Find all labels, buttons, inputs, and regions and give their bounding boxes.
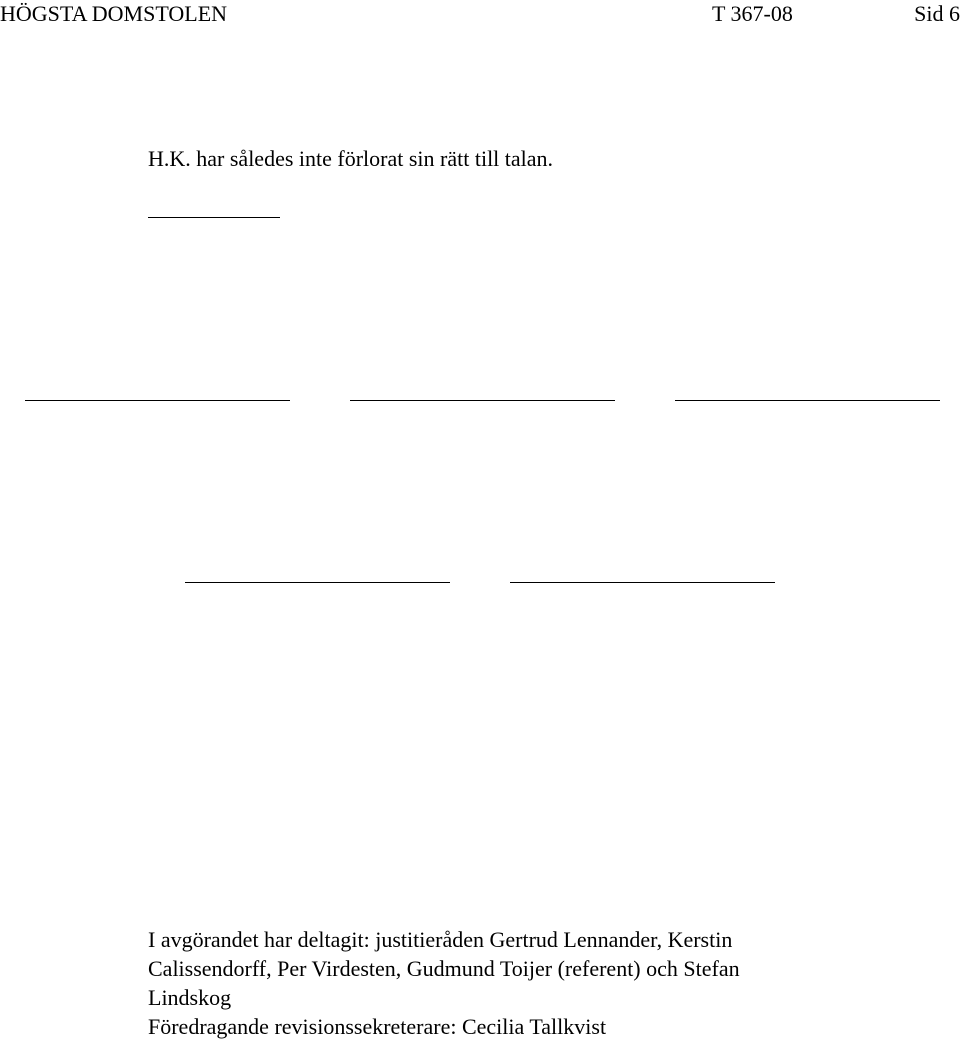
signature-line	[510, 582, 775, 583]
signature-line	[675, 400, 940, 401]
rapporteur-line: Föredragande revisionssekreterare: Cecilia Tallkvist	[148, 1014, 607, 1039]
participants-line: I avgörandet har deltagit: justitieråden Gertrud Lennander, Kerstin	[148, 927, 733, 952]
page-number: Sid 6	[914, 1, 960, 26]
court-name: HÖGSTA DOMSTOLEN	[0, 1, 228, 26]
signature-line	[350, 400, 615, 401]
signature-line	[25, 400, 290, 401]
participants-line: Calissendorff, Per Virdesten, Gudmund Toijer (referent) och Stefan	[148, 956, 740, 981]
case-number: T 367-08	[712, 1, 793, 26]
participants-note	[148, 925, 948, 1041]
signature-line	[185, 582, 450, 583]
conclusion-text: H.K. har således inte förlorat sin rätt till talan.	[148, 146, 554, 171]
separator-rule	[148, 217, 280, 218]
participants-line: Lindskog	[148, 985, 232, 1010]
